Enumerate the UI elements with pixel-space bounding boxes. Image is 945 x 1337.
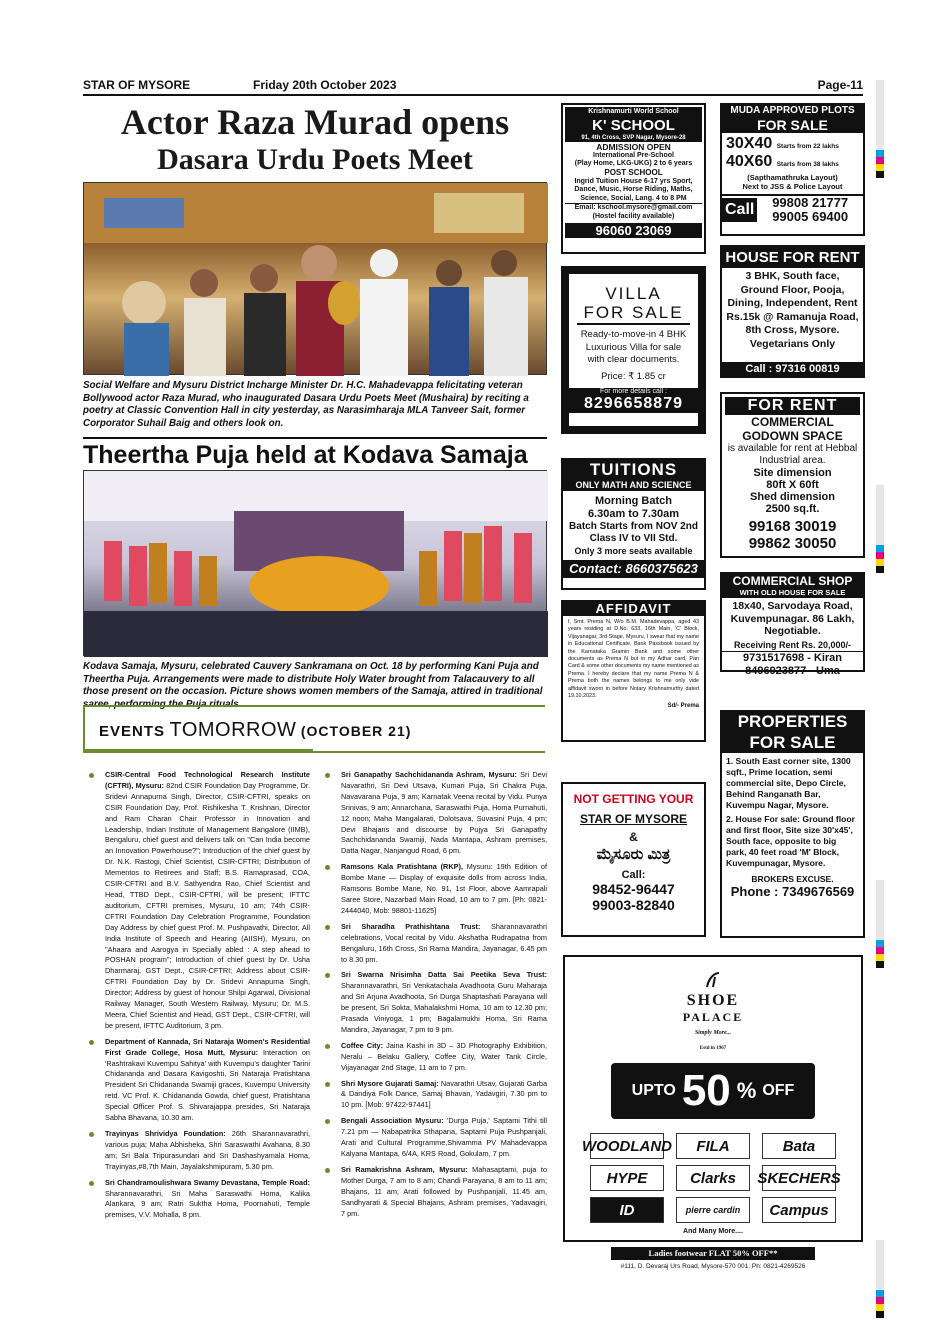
bullet-icon <box>89 1181 94 1186</box>
event-text: Mysuru: 19th Edition of Bombe Mane — Display of exquisite dolls from across India, Ramsons Bombe Mane, No. 91, 1st Floor, above Aamrapali Saree Store, Nazarbad Main Road, 10 am to 7 pm. [Ph: 0821-2444040, Mob: 98801-11625] <box>341 862 547 915</box>
event-heading: Trayinyas Shrividya Foundation: <box>105 1129 226 1138</box>
muda-title2: FOR SALE <box>722 117 863 133</box>
shop-rent: Receiving Rent Rs. 20,000/- <box>733 639 852 650</box>
events-date: (OCTOBER 21) <box>300 723 412 739</box>
props-item2: 2. House For sale: Ground floor and first floor, Site size 30'x45', South face, opposite to big park, 40 feet road 'M' Block, Kuvempunagar, Mysore. <box>726 814 855 868</box>
props-brokers: BROKERS EXCUSE. <box>751 874 834 884</box>
props-title2: FOR SALE <box>722 732 863 753</box>
event-item <box>105 1129 310 1173</box>
villa-more: For more details call : <box>569 388 698 395</box>
brand-logo: SKECHERS <box>762 1165 836 1191</box>
shoe-tagline: Simply More... <box>694 1030 732 1036</box>
brand-logo: WOODLAND <box>590 1133 664 1159</box>
shoe-name2: PALACE <box>682 1010 744 1024</box>
kschool-line2: (Play Home, LKG-UKG) 2 to 6 years <box>574 160 693 168</box>
tuition-subtitle: ONLY MATH AND SCIENCE <box>563 480 704 491</box>
rent-phone2: 99862 30050 <box>748 535 837 552</box>
shop-phone2: 8496923877 - Uma <box>745 664 840 677</box>
event-item <box>105 770 310 1032</box>
ad-not-getting <box>561 782 706 937</box>
event-heading: CSIR-Central Food Technological Research Institute (CFTRI), Mysuru: <box>105 770 310 790</box>
page-header <box>83 76 863 96</box>
tuition-class: Class IV to VII Std. <box>589 533 678 544</box>
ad-house-rent <box>720 245 865 378</box>
brand-logo: HYPE <box>590 1165 664 1191</box>
notgetting-phone2: 99003-82840 <box>592 897 675 913</box>
rent-shed: Shed dimension <box>750 491 835 503</box>
event-text: 'Durga Puja,' Saptami Tithi till 7.21 pm — Nabapatrika Sthapana, Saptami Puja Pushpanjali, Arati and Cultural Programme,Shivamma PV Mahadevappa Kalyana Mantapa, 6/4A, KRS Road, Gokulam, 7 pm. <box>341 1116 547 1158</box>
shoe-est: Estd in 1967 <box>699 1046 727 1051</box>
villa-title1: VILLA <box>605 284 662 303</box>
event-item <box>341 922 547 966</box>
shop-phone1: 9731517698 - Kiran <box>722 651 863 665</box>
event-heading: Sri Ramakrishna Ashram, Mysuru: <box>341 1164 468 1174</box>
house-call: Call : 97316 00819 <box>722 362 863 376</box>
affidavit-body: I, Smt. Prema N, W/o B.M. Mahadevappa, aged 43 years residing at D.No. 633, 16th Main, 'C' Block, Vijayanagar, 3rd Stage, Mysuru, I swear that my name in Educational Certificate, Bank Passbook issued by the Karnataka Gramin Bank and some other documents as Prema N but in my Adhar card, Pan Card & some other documents my name mentioned as Prema. I hereby declare that my name Prema N & Prema both the names belongs to me only vide affidavit sworn in before Notary Krishnamurthy dated 19.10.2023. <box>568 619 699 700</box>
muda-layout: (Sapthamathruka Layout) <box>747 173 838 182</box>
event-text: Jaina Kashi in 3D – 3D Photography Exhibition, Neralu – Belaku Gallery, Coffee City, Water Tank Circle, Vijayanagar 2nd Stage, 11 am to 7 pm. <box>341 1040 547 1072</box>
brand-logo: ID <box>590 1197 664 1223</box>
event-heading: Sri Ganapathy Sachchidananda Ashram, Mysuru: <box>341 770 517 779</box>
paper-name: STAR OF MYSORE <box>83 78 191 92</box>
event-text: Sri Devi Navarathri, Sri Devi Utsava, Kumari Puja, Sri Chakra Puja, Navavarana Puja, 9 am; Karnatak Veena recital by Vidu. Punya Srinivas, 9 am; Annarchana, Saraswathi Puja, Homa Purnahuti, 12 noon; Maha Mangalarati, Dolotsava, Suvasini Puja, 4 pm; Devi Bhajans and discourse by Pujya Sri Ganapathy Sachchidananda Swamiji, Nada Mantapa, Ashram premises, Datta Nagar, Nanjangud Road, 6 pm. <box>341 770 547 856</box>
event-heading: Coffee City: <box>341 1040 384 1050</box>
muda-location: Next to JSS & Police Layout <box>742 182 843 191</box>
story2-headline: Theertha Puja held at Kodava Samaja <box>83 437 547 470</box>
bullet-icon <box>325 973 330 978</box>
tuition-batch: Morning Batch <box>595 495 672 507</box>
bullet-icon <box>325 1168 330 1173</box>
affidavit-title: AFFIDAVIT <box>563 602 704 616</box>
bullet-icon <box>89 1040 94 1045</box>
brand-logo: Campus <box>762 1197 836 1223</box>
affidavit-signature: Sd/- Prema <box>667 703 699 710</box>
kschool-line1: International Pre-School <box>593 151 674 159</box>
muda-phone2: 99005 69400 <box>772 209 849 224</box>
event-text: Interaction on 'Rashtrakavi Kuvempu Sahitya' with Kuvempu's daughter Tarini Chidananda and Dasara Kavigoshti, Sri Nataraja Pratishtana President Sri Chidananda Swamiji graces, Kuvempu University retd. VC Prof. K. Chidananda Gowda, chief guest, Pratishtana Special Officer Prof. S. Shivarajappa presides, Sri Nataraja Sabha Bhavana, 10.30 am. <box>105 1047 310 1123</box>
kschool-name: K' SCHOOL <box>565 118 702 134</box>
props-item1: 1. South East corner site, 1300 sqft., Prime location, semi commercial site, Depo Circle, Behind Ranganath Bar, Kuvempu Nagar, Mysore. <box>726 756 851 810</box>
event-item <box>341 1165 547 1220</box>
kschool-line3: Ingrid Tuition House 6-17 yrs Sport, Dance, Music, Horse Riding, Maths, Science, Social, Lang. 4 to 8 PM <box>574 177 693 202</box>
event-heading: Shri Mysore Gujarati Samaj: <box>341 1078 439 1088</box>
kschool-phone: 96060 23069 <box>565 223 702 238</box>
shoe-percent: 50 <box>681 1066 731 1115</box>
house-title: HOUSE FOR RENT <box>722 247 863 268</box>
brand-logo: Clarks <box>676 1165 750 1191</box>
brand-logo: FILA <box>676 1133 750 1159</box>
notgetting-phone1: 98452-96447 <box>592 881 675 897</box>
rent-dimension: 80ft X 60ft <box>766 479 819 491</box>
muda-size1: 30X40 <box>726 135 773 152</box>
muda-price1: Starts from 22 lakhs <box>776 143 839 150</box>
raza-murad-photo <box>83 182 547 375</box>
tuition-seats: Only 3 more seats available <box>574 546 693 556</box>
rent-phone1: 99168 30019 <box>748 518 837 535</box>
shoe-logo <box>571 971 855 1057</box>
kschool-email: Email: kschool.mysore@gmail.com <box>565 203 702 213</box>
shop-title: COMMERCIAL SHOP <box>722 574 863 588</box>
villa-phone: 8296658879 <box>569 395 698 413</box>
shop-subtitle: WITH OLD HOUSE FOR SALE <box>722 588 863 598</box>
bullet-icon <box>325 1082 330 1087</box>
shoe-discount-banner <box>611 1063 815 1119</box>
shop-body: 18x40, Sarvodaya Road, Kuvempunagar. 86 Lakh, Negotiable. <box>730 600 855 637</box>
notgetting-line2: STAR OF MYSORE <box>579 812 688 826</box>
bullet-icon <box>325 1044 330 1049</box>
bullet-icon <box>325 925 330 930</box>
event-text: Navarathri Utsav, Gujarati Garba & Dandiya Folk Dance, Samaj Bhavan, Yadavgiri, 7.30 pm to 10 pm. [Mob: 97422-97441] <box>341 1078 547 1110</box>
shoe-more: And Many More.... <box>683 1228 743 1235</box>
event-text: Sharannavarathri, Sri Venkatachala Avadhoota Guru Maharaja and Sri Arjuna Avadhoota, Sri Durga Shaptashati Parayana will be present, Sri Sokta, Mahalakshmi Homa, 10 am to 12.30 pm; Prasada Viniyoga, 1 pm; Bagalamukhi Homa, Sri Rama Mandira, Jayanagar, 7 pm to 9 pm. <box>341 981 547 1034</box>
shoe-off: OFF <box>762 1082 795 1099</box>
tuition-time: 6.30am to 7.30am <box>587 508 680 520</box>
kodava-samaja-photo <box>83 470 547 656</box>
events-column-1 <box>105 770 310 1226</box>
ad-affidavit <box>561 600 706 742</box>
rent-site: Site dimension <box>753 467 832 479</box>
kschool-post: POST SCHOOL <box>604 167 663 177</box>
event-heading: Bengali Association Mysuru: <box>341 1116 444 1126</box>
ad-properties <box>720 710 865 938</box>
events-column-2 <box>341 770 547 1224</box>
event-heading: Sri Sharadha Prathishtana Trust: <box>341 921 481 931</box>
event-heading: Sri Swarna Nrisimha Datta Sai Peetika Seva Trust: <box>341 970 547 980</box>
ad-kschool <box>561 103 706 254</box>
muda-price2: Starts from 38 lakhs <box>776 161 839 168</box>
notgetting-line1: NOT GETTING YOUR <box>573 792 694 806</box>
villa-title2: FOR SALE <box>577 303 690 325</box>
tuition-start: Batch Starts from NOV 2nd <box>569 521 698 532</box>
headline-line2: Dasara Urdu Poets Meet <box>157 143 473 176</box>
events-label: EVENTS <box>99 723 166 740</box>
props-title1: PROPERTIES <box>722 712 863 732</box>
ad-muda-plots <box>720 103 865 236</box>
house-body: 3 BHK, South face, Ground Floor, Pooja, Dining, Independent, Rent Rs.15k @ Ramanuja Road, 8th Cross, Mysore. Vegetarians Only <box>726 270 859 350</box>
event-item <box>341 1041 547 1074</box>
notgetting-ampersand: & <box>629 830 638 844</box>
shoe-name1: SHOE <box>686 992 740 1009</box>
kschool-top: Krishnamurti World School <box>565 107 702 118</box>
brand-logo: pierre cardin <box>676 1197 750 1223</box>
bullet-icon <box>325 1119 330 1124</box>
story1-headline <box>83 102 547 178</box>
shoe-brand-grid <box>571 1133 855 1223</box>
kschool-hostel: (Hostel facility available) <box>592 212 675 220</box>
shoe-address: #111, D. Devaraj Urs Road, Mysore-570 001. Ph: 0821-4269526 <box>620 1263 806 1270</box>
event-heading: Sri Chandramoulishwara Swamy Devastana, Temple Road: <box>105 1177 310 1187</box>
muda-phone1: 99808 21777 <box>772 195 849 210</box>
shoe-percent-sign: % <box>736 1078 757 1103</box>
ad-commercial-shop <box>720 572 865 677</box>
ad-shoe-palace <box>563 955 863 1270</box>
shoe-upto: UPTO <box>631 1082 676 1099</box>
ad-villa <box>561 266 706 434</box>
event-item <box>341 1116 547 1160</box>
event-text: Sharannavarathri celebrations, Vocal recital by Vidu. Akshatha Rudrapatna from Bengaluru, 16th Cross, Sri Rama Mandira, Jayanagar, 6.45 pm to 8.30 pm. <box>341 921 547 964</box>
rent-title: FOR RENT <box>725 397 860 415</box>
story2-caption: Kodava Samaja, Mysuru, celebrated Cauvery Sankramana on Oct. 18 by performing Kani Puja and Theertha Puja. Arrangements were made to distribute Holy Water brought from Talacauvery to all those present on the occasion. Picture shows women members of the Samaja, attired in traditional saree, performing the Puja rituals. <box>83 661 543 710</box>
events-banner <box>83 705 545 753</box>
event-item <box>341 770 547 857</box>
event-heading: Department of Kannada, Sri Nataraja Women's Residential First Grade College, Hosa Mutt, Mysuru: <box>105 1036 310 1057</box>
event-item <box>341 862 547 917</box>
muda-title1: MUDA APPROVED PLOTS <box>722 105 863 117</box>
rent-sqft: 2500 sq.ft. <box>765 503 820 515</box>
rent-godown: GODOWN SPACE <box>742 429 843 443</box>
event-item <box>105 1178 310 1222</box>
event-text: 26th Sharannavarathri, various puja; Maha Abhisheka, Shri Saraswathi Avahana, 8.30 am; Sri Bala Tripurasundari and Sri Dashashyamala Homa, Trayinyas,#8,7th Main, Jayalakshmipuram, 5.30 pm. <box>105 1129 310 1171</box>
rent-commercial: COMMERCIAL <box>751 415 834 429</box>
event-text: Sharannavarathri, Sri Maha Saraswathi Homa, Kalika Alankara, 9 am; Ratri Suktha Homa, Poornahuti, Temple premises, V.V. Mohalla, 8 pm. <box>105 1188 310 1220</box>
page-number: Page-11 <box>817 78 863 92</box>
event-item <box>105 1037 310 1124</box>
notgetting-call: Call: <box>621 869 646 881</box>
brand-logo: Bata <box>762 1133 836 1159</box>
headline-line1: Actor Raza Murad opens <box>120 102 510 142</box>
ad-tuitions <box>561 458 706 590</box>
tuition-title: TUITIONS <box>563 460 704 480</box>
story1-caption: Social Welfare and Mysuru District Incharge Minister Dr. H.C. Mahadevappa felicitating veteran Bollywood actor Raza Murad, who inaugurated Dasara Urdu Poets Meet (Mushaira) by reciting a poetry at Classic Convention Hall in city yesterday, as Narasimharaja MLA Tanveer Sait, former Corporator Suhail Baig and others look on. <box>83 380 529 429</box>
props-phone: Phone : 7349676569 <box>730 884 855 899</box>
muda-size2: 40X60 <box>726 153 773 170</box>
event-heading: Ramsons Kala Pratishtana (RKP), <box>341 862 463 872</box>
event-item <box>341 1079 547 1112</box>
event-text: Mahasaptami, puja to Mother Durga, 7 am to 8 am; Chandi Parayana, 8 am to 11 am; Bhajans, 11 am; Arati followed by Pushpanjali, 11.45 am, Sandhyarati & Special Bhajans, Ashram premises, Yadavagiri, 7 pm. <box>341 1164 547 1218</box>
kschool-admission: ADMISSION OPEN <box>596 142 671 153</box>
issue-date: Friday 20th October 2023 <box>253 78 397 92</box>
shoe-footer-offer: Ladies footwear FLAT 50% OFF** <box>611 1247 815 1260</box>
muda-call: Call <box>722 198 757 222</box>
tuition-contact: Contact: 8660375623 <box>563 560 704 578</box>
bullet-icon <box>89 1132 94 1137</box>
villa-price: Price: ₹ 1.85 cr <box>601 370 666 382</box>
notgetting-kannada: ಮೈಸೂರು ಮಿತ್ರ <box>596 846 671 863</box>
bullet-icon <box>325 773 330 778</box>
bullet-icon <box>89 773 94 778</box>
event-text: 82nd CSIR Foundation Day Programme, Dr. Sridevi Annapurna Singh, Director, CSIR-CFTRI, speaks on CSIR Foundation Day, Prof. Rishikesha T. Krishnan, Director and Ram Charan Chair Professor in Innovation and Leadership, Indian Institute of Management Bangalore (IIMB), Bengaluru, chief guest and delivers talk on "Can India become an Innovation Powerhouse?"; Introduction of the chief guest by Dr. N.K. Rastogi, Chief Scientist, CSIR-CFTRI; Distribution of Mementos to Retirees and Staff; B.S. Ramaprasad, COA, CSIR-CFTRI and B.V. Sathyendra Rao, Chief Scientist and Head, TTBD Dept., CSIR-CFTRI, will be present; IFTTC auditorium, CFTRI premises, Mysuru, 10 am; 74th CSIR-CFTRI Foundation Day Celebration Programme, Foundation Day Address by chief guest Prof. M. Pushpavathi, Director, All India Institute of Speech and Hearing (AIISH), Mysuru, on "Ahaara and Aarogya in Specially abled : A step ahead to POSHAN program"; Introduction of chief guest by Dr. Usha Dharmaraj, GST Dept., CSIR-CFTRI; Address about CSIR-CFTRI Foundation Day by Dr. Sridevi Annapurna Singh, Director; Address by guest of honour Shilpi Agarwal, Divisional Railway Manager, South Western Railway, Mysuru; Dr. M.S. Meera, Chief Scientist and Head, GST Dept., CSIR-CFTRI, will be present, IFTTC Auditorium, 3 pm. <box>105 780 310 1030</box>
photo-illustration <box>84 183 548 376</box>
rent-desc: is available for rent at Hebbal Industrial area. <box>727 443 858 466</box>
bullet-icon <box>325 865 330 870</box>
event-item <box>341 970 547 1035</box>
photo-illustration <box>84 471 548 657</box>
ad-godown-rent <box>720 392 865 558</box>
shoe-logo-icon <box>703 971 723 989</box>
kschool-address: 91, 4th Cross, SVP Nagar, Mysore-28 <box>565 134 702 143</box>
events-title: TOMORROW <box>169 719 297 741</box>
villa-body: Ready-to-move-in 4 BHK Luxurious Villa for sale with clear documents. <box>580 329 687 365</box>
